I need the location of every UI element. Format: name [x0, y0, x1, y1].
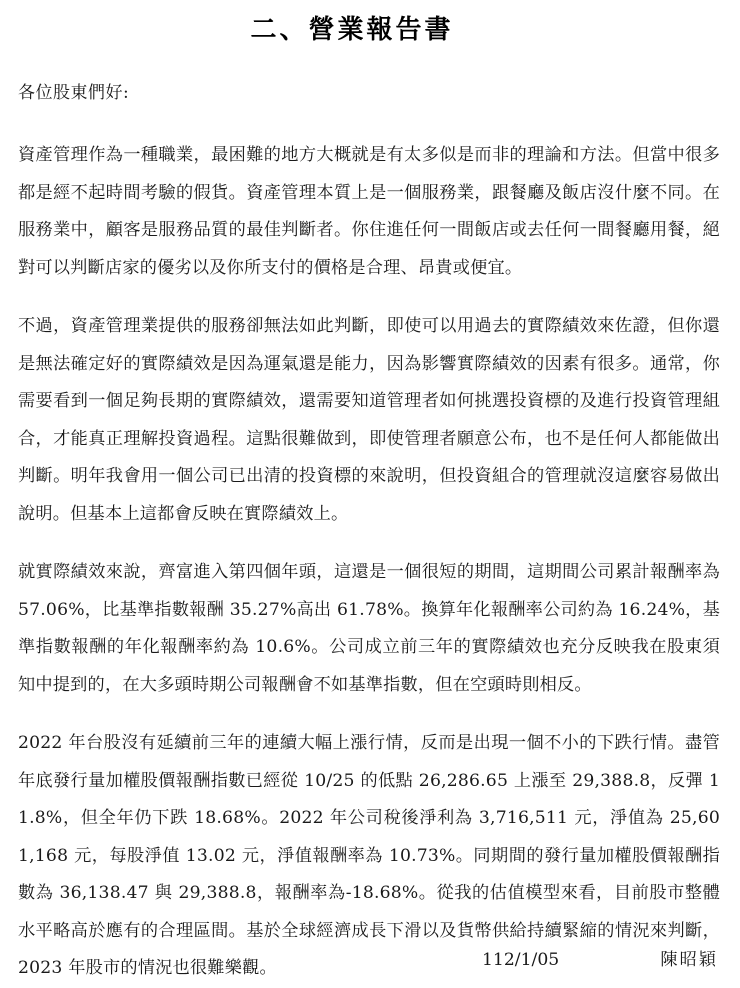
salutation: 各位股東們好:: [18, 83, 130, 103]
report-date: 112/1/05: [482, 950, 560, 970]
paragraph-3: 就實際績效來說，齊富進入第四個年頭，這還是一個很短的期間，這期間公司累計報酬率為 57.06%，比基準指數報酬 35.27%高出 61.78%。換算年化報酬率公司約為 16.24%，基準指數報酬的年化報酬率約為 10.6%。公司成立前三年的實際績效也充分反映我在股東須知中提到的，在大多頭時期公司報酬會不如基準指數，但在空頭時則相反。: [18, 562, 720, 695]
paragraph-4: 2022 年台股沒有延續前三年的連續大幅上漲行情，反而是出現一個不小的下跌行情。盡管年底發行量加權股價報酬指數已經從 10/25 的低點 26,286.65 上漲至 29,388.8，反彈 11.8%，但全年仍下跌 18.68%。2022 年公司稅後淨利為 3,716,511 元，淨值為 25,601,168 元，每股淨值 13.02 元，淨值報酬率為 10.73%。同期間的發行量加權股價報酬指數為 36,138.47 與 29,388.8，報酬率為-18.68%。從我的估值模型來看，目前股市整體水平略高於應有的合理區間。基於全球經濟成長下滑以及貨幣供給持續緊縮的情況來判斷，2023 年股市的情況也很難樂觀。: [18, 733, 720, 978]
report-signature: 陳昭穎: [660, 950, 718, 970]
page-title: 二、營業報告書: [250, 15, 454, 45]
report-footer: [0, 947, 740, 973]
paragraph-2: 不過，資產管理業提供的服務卻無法如此判斷，即使可以用過去的實際績效來佐證，但你還是無法確定好的實際績效是因為運氣還是能力，因為影響實際績效的因素有很多。通常，你需要看到一個足夠長期的實際績效，還需要知道管理者如何挑選投資標的及進行投資管理組合，才能真正理解投資過程。這點很難做到，即使管理者願意公布，也不是任何人都能做出判斷。明年我會用一個公司已出清的投資標的來說明，但投資組合的管理就沒這麼容易做出說明。但基本上這都會反映在實際績效上。: [18, 316, 720, 524]
paragraph-1: 資產管理作為一種職業，最困難的地方大概就是有太多似是而非的理論和方法。但當中很多都是經不起時間考驗的假貨。資產管理本質上是一個服務業，跟餐廳及飯店沒什麼不同。在服務業中，顧客是服務品質的最佳判斷者。你住進任何一間飯店或去任何一間餐廳用餐，絕對可以判斷店家的優劣以及你所支付的價格是合理、昂貴或便宜。: [18, 145, 720, 278]
report-body: [0, 47, 740, 988]
